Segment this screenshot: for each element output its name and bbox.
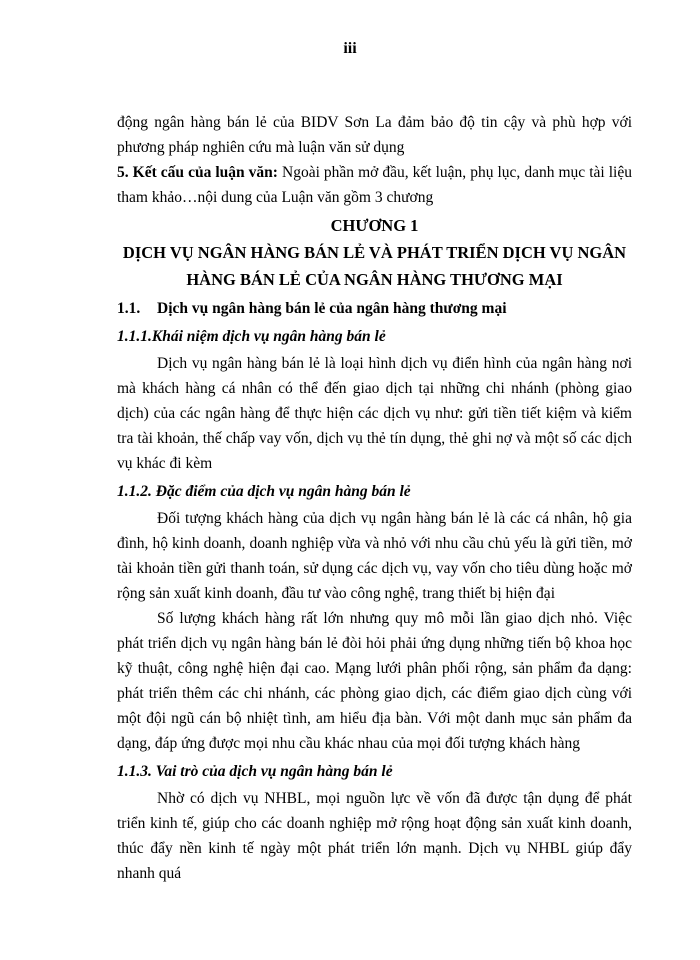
subsection-heading-1-1-3: 1.1.3. Vai trò của dịch vụ ngân hàng bán lẻ	[117, 763, 393, 780]
subsection-heading-1-1-2: 1.1.2. Đặc điểm của dịch vụ ngân hàng bán lẻ	[117, 483, 411, 500]
body-paragraph: Số lượng khách hàng rất lớn nhưng quy mô mỗi lần giao dịch nhỏ. Việc phát triển dịch vụ ngân hàng bán lẻ đòi hỏi phải ứng dụng những tiến bộ khoa học kỹ thuật, công nghệ hiện đại cao. Mạng lưới phân phối rộng, sản phẩm đa dạng: phát triển thêm các chi nhánh, các phòng giao dịch, các điểm giao dịch cùng với một đội ngũ cán bộ nhiệt tình, am hiểu địa bàn. Với một danh mục sản phẩm đa dạng, đáp ứng được mọi nhu cầu khác nhau của mọi đối tượng khách hàng	[117, 610, 632, 752]
subsection-heading-1-1-1: 1.1.1.Khái niệm dịch vụ ngân hàng bán lẻ	[117, 328, 386, 345]
section-heading-1-1	[117, 296, 632, 321]
chapter-label: CHƯƠNG 1	[330, 216, 419, 235]
thesis-structure-text: Ngoài phần mở đầu, kết luận, phụ lục, danh mục tài liệu tham khảo…nội dung của Luận văn gồm 3 chương	[117, 164, 632, 206]
thesis-structure-label: 5. Kết cấu của luận văn:	[117, 164, 278, 181]
body-paragraph: Nhờ có dịch vụ NHBL, mọi nguồn lực về vốn đã được tận dụng để phát triển kinh tế, giúp cho các doanh nghiệp mở rộng hoạt động sản xuất kinh doanh, thúc đẩy nền kinh tế ngày một phát triển lớn mạnh. Dịch vụ NHBL giúp đẩy nhanh quá	[117, 790, 632, 882]
body-paragraph: Đối tượng khách hàng của dịch vụ ngân hàng bán lẻ là các cá nhân, hộ gia đình, hộ kinh doanh, doanh nghiệp vừa và nhỏ với nhu cầu chủ yếu là gửi tiền, mở tài khoản tiền gửi thanh toán, sử dụng các dịch vụ, vay vốn cho tiêu dùng hoặc mở rộng sản xuất kinh doanh, đầu tư vào công nghệ, trang thiết bị hiện đại	[117, 510, 632, 602]
chapter-title-line-2: HÀNG BÁN LẺ CỦA NGÂN HÀNG THƯƠNG MẠI	[186, 270, 563, 289]
section-number: 1.1.	[117, 300, 141, 317]
chapter-title-line-1: DỊCH VỤ NGÂN HÀNG BÁN LẺ VÀ PHÁT TRIỂN DỊCH VỤ NGÂN	[122, 243, 627, 262]
body-paragraph: Dịch vụ ngân hàng bán lẻ là loại hình dịch vụ điển hình của ngân hàng nơi mà khách hàng cá nhân có thể đến giao dịch tại những chi nhánh (phòng giao dịch) của các ngân hàng để thực hiện các dịch vụ như: gửi tiền tiết kiệm và kiểm tra tài khoản, thế chấp vay vốn, dịch vụ thẻ tín dụng, thẻ ghi nợ và một số các dịch vụ khác đi kèm	[117, 355, 632, 472]
intro-continuation-paragraph: động ngân hàng bán lẻ của BIDV Sơn La đảm bảo độ tin cậy và phù hợp với phương pháp nghiên cứu mà luận văn sử dụng	[117, 114, 632, 156]
thesis-structure-paragraph	[117, 160, 632, 210]
page-number: iii	[343, 40, 357, 57]
document-body	[117, 110, 632, 886]
section-title: Dịch vụ ngân hàng bán lẻ của ngân hàng thương mại	[157, 300, 507, 317]
